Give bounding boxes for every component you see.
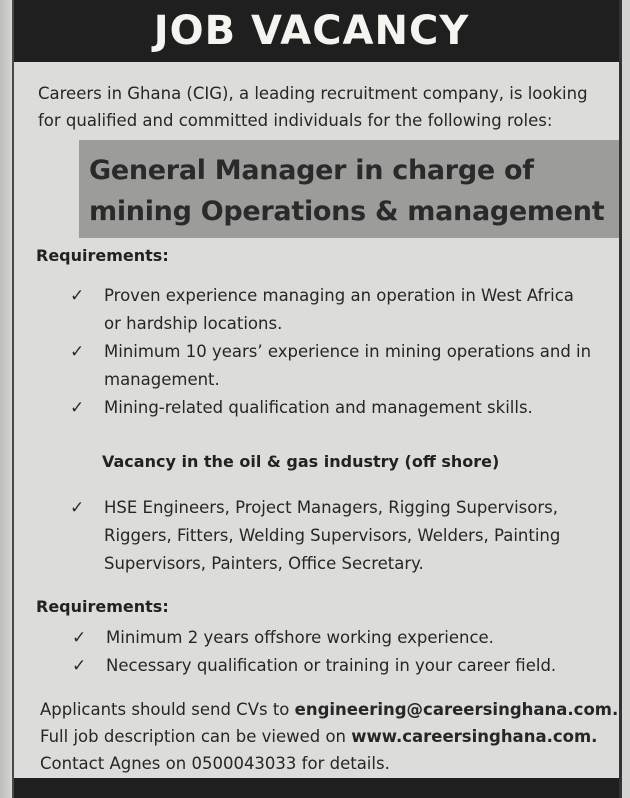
cv-instruction-text: Applicants should send CVs to bbox=[40, 700, 295, 719]
oil-gas-roles-list bbox=[70, 494, 619, 578]
checkmark-icon: ✓ bbox=[70, 398, 85, 418]
list-item bbox=[70, 494, 619, 578]
requirements-heading: Requirements: bbox=[36, 246, 169, 265]
paper-edge bbox=[0, 0, 10, 798]
checkmark-icon: ✓ bbox=[72, 628, 87, 648]
checkmark-icon: ✓ bbox=[72, 656, 87, 676]
intro-line: for qualified and committed individuals for the following roles: bbox=[38, 111, 553, 130]
checkmark-icon: ✓ bbox=[70, 286, 85, 306]
oil-gas-heading: Vacancy in the oil & gas industry (off shore) bbox=[102, 452, 500, 471]
list-item-text: or hardship locations. bbox=[104, 314, 283, 333]
list-item-text: Minimum 2 years offshore working experience. bbox=[106, 628, 494, 647]
role-title-line: General Manager in charge of bbox=[89, 155, 534, 186]
list-item-text: Mining-related qualification and management skills. bbox=[104, 398, 533, 417]
description-instruction bbox=[40, 723, 620, 750]
job-vacancy-advert bbox=[12, 0, 622, 798]
requirements-list bbox=[72, 624, 621, 680]
header-bar bbox=[14, 0, 619, 62]
list-item-text: Proven experience managing an operation in West Africa bbox=[104, 286, 574, 305]
list-item-text: Minimum 10 years’ experience in mining operations and in bbox=[104, 342, 592, 361]
list-item bbox=[72, 624, 621, 652]
list-item-text: Supervisors, Painters, Office Secretary. bbox=[104, 554, 424, 573]
checkmark-icon: ✓ bbox=[70, 498, 85, 518]
email-link[interactable]: engineering@careersinghana.com. bbox=[294, 700, 619, 719]
requirements-list bbox=[70, 282, 619, 422]
contact-footer bbox=[40, 696, 620, 777]
contact-line: Contact Agnes on 0500043033 for details. bbox=[40, 754, 390, 773]
bottom-bar bbox=[14, 778, 619, 798]
list-item-text: Necessary qualification or training in your career field. bbox=[106, 656, 557, 675]
page-title: JOB VACANCY bbox=[153, 8, 470, 54]
list-item bbox=[72, 652, 621, 680]
intro-paragraph bbox=[38, 80, 608, 134]
list-item bbox=[70, 394, 619, 422]
role-title bbox=[89, 150, 619, 232]
description-instruction-text: Full job description can be viewed on bbox=[40, 727, 352, 746]
checkmark-icon: ✓ bbox=[70, 342, 85, 362]
cv-instruction bbox=[40, 696, 620, 723]
list-item bbox=[70, 338, 619, 394]
requirements-heading: Requirements: bbox=[36, 597, 169, 616]
intro-line: Careers in Ghana (CIG), a leading recruitment company, is looking bbox=[38, 84, 588, 103]
list-item-text: management. bbox=[104, 370, 220, 389]
list-item bbox=[70, 282, 619, 338]
list-item-text: HSE Engineers, Project Managers, Rigging Supervisors, bbox=[104, 498, 558, 517]
list-item-text: Riggers, Fitters, Welding Supervisors, Welders, Painting bbox=[104, 526, 561, 545]
role-title-line: mining Operations & management bbox=[89, 196, 605, 227]
website-link[interactable]: www.careersinghana.com. bbox=[351, 727, 598, 746]
